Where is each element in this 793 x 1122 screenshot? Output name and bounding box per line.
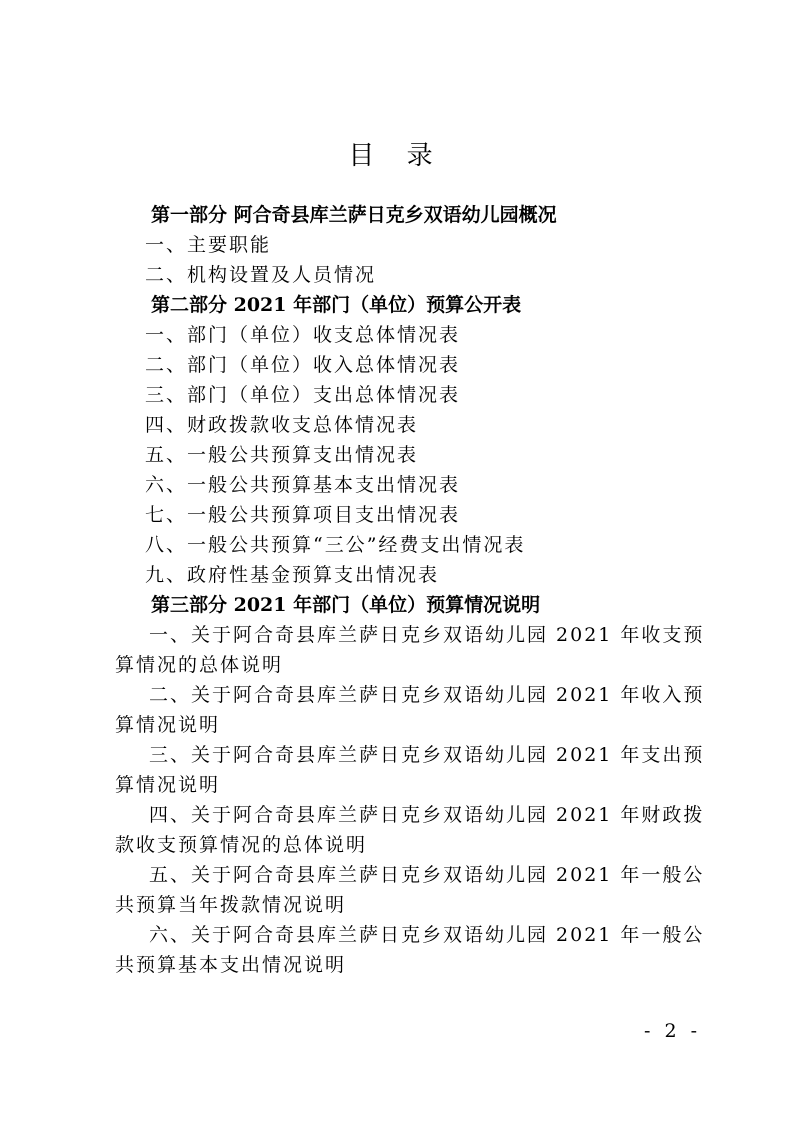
toc-item: 六、一般公共预算基本支出情况表	[145, 474, 461, 496]
toc-item-line1: 五、关于阿合奇县库兰萨日克乡双语幼儿园 2021 年一般公	[149, 864, 705, 886]
toc-item: 七、一般公共预算项目支出情况表	[145, 504, 461, 526]
part1-heading: 第一部分 阿合奇县库兰萨日克乡双语幼儿园概况	[151, 204, 557, 226]
toc-paragraph-item	[115, 800, 715, 860]
toc-paragraph-item	[115, 920, 715, 980]
toc-item-line2: 算情况说明	[115, 714, 221, 736]
toc-item: 九、政府性基金预算支出情况表	[145, 564, 440, 586]
toc-item-line1: 二、关于阿合奇县库兰萨日克乡双语幼儿园 2021 年收入预	[149, 684, 705, 706]
toc-item: 三、部门（单位）支出总体情况表	[145, 384, 461, 406]
table-of-contents	[115, 200, 715, 980]
toc-paragraph-item	[115, 620, 715, 680]
page-number: - 2 -	[643, 1020, 701, 1042]
toc-item-line2: 算情况说明	[115, 774, 221, 796]
toc-item: 五、一般公共预算支出情况表	[145, 444, 419, 466]
page-title: 目 录	[348, 141, 445, 171]
toc-paragraph-item	[115, 860, 715, 920]
toc-item: 八、一般公共预算“三公”经费支出情况表	[145, 534, 526, 556]
toc-item-line2: 款收支预算情况的总体说明	[115, 834, 368, 856]
part2-heading: 第二部分 2021 年部门（单位）预算公开表	[151, 294, 522, 316]
toc-paragraph-item	[115, 680, 715, 740]
toc-item-line1: 一、关于阿合奇县库兰萨日克乡双语幼儿园 2021 年收支预	[149, 624, 705, 646]
toc-item: 一、主要职能	[145, 234, 272, 256]
toc-item-line2: 算情况的总体说明	[115, 654, 284, 676]
toc-item: 一、部门（单位）收支总体情况表	[145, 324, 461, 346]
toc-item: 四、财政拨款收支总体情况表	[145, 414, 419, 436]
part3-heading: 第三部分 2021 年部门（单位）预算情况说明	[151, 594, 541, 616]
toc-item: 二、机构设置及人员情况	[145, 264, 377, 286]
toc-item: 二、部门（单位）收入总体情况表	[145, 354, 461, 376]
toc-item-line1: 四、关于阿合奇县库兰萨日克乡双语幼儿园 2021 年财政拨	[149, 804, 705, 826]
toc-paragraph-item	[115, 740, 715, 800]
toc-item-line2: 共预算当年拨款情况说明	[115, 894, 347, 916]
toc-item-line1: 六、关于阿合奇县库兰萨日克乡双语幼儿园 2021 年一般公	[149, 924, 705, 946]
toc-item-line1: 三、关于阿合奇县库兰萨日克乡双语幼儿园 2021 年支出预	[149, 744, 705, 766]
toc-item-line2: 共预算基本支出情况说明	[115, 954, 347, 976]
